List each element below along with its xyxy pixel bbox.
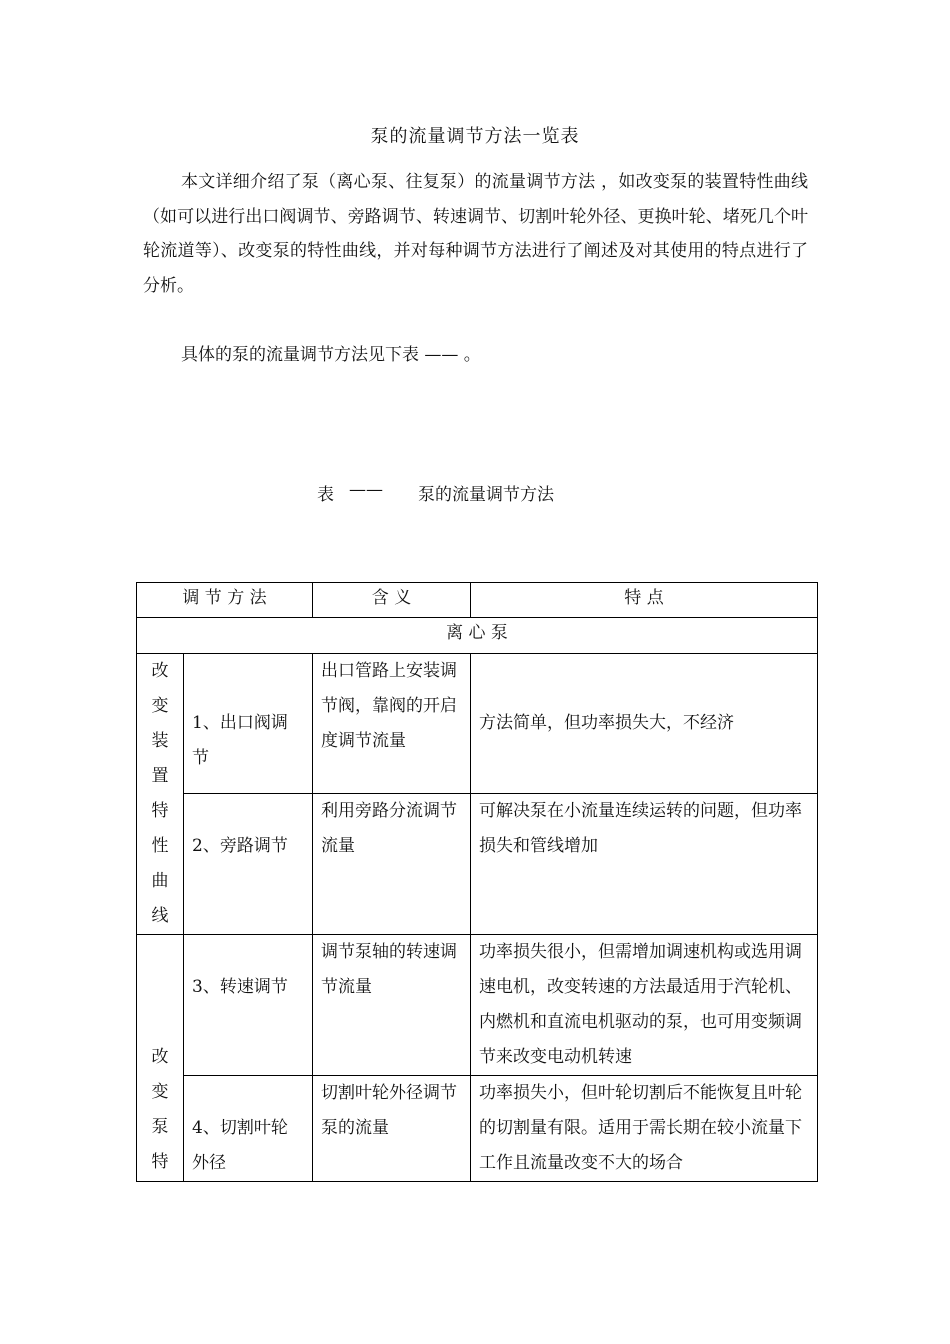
caption-dash: ——	[349, 480, 383, 500]
group-pump-curve	[137, 935, 184, 1182]
features-text: 方法简单，但功率损失大，不经济	[479, 713, 734, 733]
method-cell	[184, 654, 313, 794]
features-cell	[471, 654, 818, 794]
meaning-text: 切割叶轮外径调节泵的流量	[321, 1083, 457, 1138]
flow-regulation-table	[136, 582, 818, 1182]
features-text: 功率损失小，但叶轮切割后不能恢复且叶轮的切割量有限。适用于需长期在较小流量下工作且流量改变不大的场合	[479, 1083, 802, 1173]
features-cell	[471, 794, 818, 935]
meaning-cell	[313, 794, 471, 935]
header-features: 特 点	[471, 583, 818, 618]
meaning-cell	[313, 935, 471, 1076]
section-centrifugal-pump: 离 心 泵	[137, 618, 818, 654]
features-cell	[471, 1076, 818, 1182]
method-text: 4、切割叶轮外径	[192, 1118, 288, 1173]
meaning-text: 利用旁路分流调节流量	[321, 801, 457, 856]
caption-prefix: 表	[317, 485, 334, 505]
features-cell	[471, 935, 818, 1076]
features-text: 功率损失很小，但需增加调速机构或选用调速电机，改变转速的方法最适用于汽轮机、内燃机和直流电机驱动的泵，也可用变频调节来改变电动机转速	[479, 942, 802, 1067]
meaning-text: 出口管路上安装调节阀，靠阀的开启度调节流量	[321, 661, 457, 751]
header-meaning: 含 义	[313, 583, 471, 618]
intro-paragraph: 本文详细介绍了泵（离心泵、往复泵）的流量调节方法 ，如改变泵的装置特性曲线（如可以进行出口阀调节、旁路调节、转速调节、切割叶轮外径、更换叶轮、堵死几个叶轮流道等）、改变泵的特性曲线，并对每种调节方法进行了阐述及对其使用的特点进行了分析。	[143, 172, 808, 296]
table-row	[137, 794, 818, 935]
method-cell	[184, 1076, 313, 1182]
header-method: 调 节 方 法	[137, 583, 313, 618]
reference-paragraph: 具体的泵的流量调节方法见下表 —— 。	[181, 345, 481, 365]
meaning-cell	[313, 1076, 471, 1182]
method-cell	[184, 935, 313, 1076]
table-row	[137, 935, 818, 1076]
method-text: 1、出口阀调节	[192, 712, 288, 768]
caption-title: 泵的流量调节方法	[418, 485, 554, 505]
group-device-curve-label: 改变装置特性曲线	[151, 661, 169, 926]
group-device-curve	[137, 654, 184, 935]
meaning-cell	[313, 654, 471, 794]
features-text: 可解决泵在小流量连续运转的问题，但功率损失和管线增加	[479, 801, 802, 856]
method-cell	[184, 794, 313, 935]
meaning-text: 调节泵轴的转速调节流量	[321, 942, 457, 997]
table-row	[137, 654, 818, 794]
table-row	[137, 1076, 818, 1182]
section-row	[137, 618, 818, 654]
group-pump-curve-label: 改变泵特	[151, 1047, 169, 1172]
method-text: 3、转速调节	[192, 977, 288, 997]
table-header-row	[137, 583, 818, 618]
document-title: 泵的流量调节方法一览表	[370, 126, 580, 147]
method-text: 2、旁路调节	[192, 836, 288, 856]
